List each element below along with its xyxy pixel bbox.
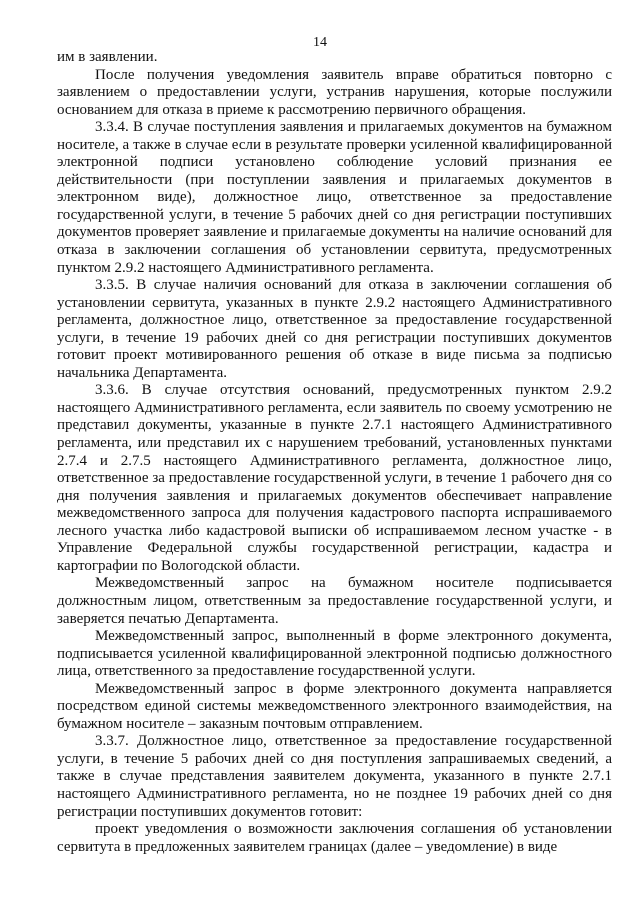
paragraph-resubmission: После получения уведомления заявитель вправе обратиться повторно с заявлением о предоставлении услуги, устранив нарушения, которые послужили основанием для отказа в приеме к рассмотрению первичного обращения. <box>57 66 612 118</box>
paragraph-paper-request: Межведомственный запрос на бумажном носителе подписывается должностным лицом, ответственным за предоставление государственной услуги, и заверяется печатью Департамента. <box>57 575 612 627</box>
page-number: 14 <box>313 35 327 50</box>
paragraph-3-3-4: 3.3.4. В случае поступления заявления и прилагаемых документов на бумажном носителе, а также в случае если в результате проверки усиленной квалифицированной электронной подписи установлено соблюдение условий признания ее действительности (при поступлении заявления и прилагаемых документов в электронном виде), должностное лицо, ответственное за предоставление государственной услуги, в течение 5 рабочих дней со дня регистрации поступивших документов проверяет заявление и прилагаемые документы на наличие оснований для отказа в заключении соглашения об установлении сервитута, предусмотренных пунктом 2.9.2 настоящего Административного регламента. <box>57 119 612 276</box>
paragraph-continuation: им в заявлении. <box>57 49 158 65</box>
paragraph-3-3-6: 3.3.6. В случае отсутствия оснований, предусмотренных пунктом 2.9.2 настоящего Административного регламента, если заявитель по своему усмотрению не представил документы, указанные в пункте 2.7.1 настоящего Административного регламента, или представил их с нарушением требований, установленных пунктами 2.7.4 и 2.7.5 настоящего Административного регламента, должностное лицо, ответственное за предоставление государственной услуги, в течение 1 рабочего дня со дня получения заявления и прилагаемых документов обеспечивает направление межведомственного запроса для получения кадастрового паспорта испрашиваемого лесного участка либо кадастровой выписки об испрашиваемом лесном участке - в Управление Федеральной службы государственной регистрации, кадастра и картографии по Вологодской области. <box>57 382 612 574</box>
paragraph-3-3-5: 3.3.5. В случае наличия оснований для отказа в заключении соглашения об установлении сервитута, указанных в пункте 2.9.2 настоящего Административного регламента, должностное лицо, ответственное за предоставление государственной услуги, в течение 19 рабочих дней со дня регистрации поступивших документов готовит проект мотивированного решения об отказе в виде письма за подписью начальника Департамента. <box>57 277 612 381</box>
document-body <box>57 49 612 856</box>
paragraph-3-3-7: 3.3.7. Должностное лицо, ответственное за предоставление государственной услуги, в течение 5 рабочих дней со дня поступления запрашиваемых сведений, а также в случае представления заявителем документа, указанного в пункте 2.7.1 настоящего Административного регламента, но не позднее 19 рабочих дней со дня регистрации поступивших документов готовит: <box>57 733 612 820</box>
paragraph-notification-draft: проект уведомления о возможности заключения соглашения об установлении сервитута в предложенных заявителем границах (далее – уведомление) в виде <box>57 821 612 855</box>
paragraph-electronic-request: Межведомственный запрос, выполненный в форме электронного документа, подписывается усиленной квалифицированной электронной подписью должностного лица, ответственного за предоставление государственной услуги. <box>57 628 612 680</box>
paragraph-request-delivery: Межведомственный запрос в форме электронного документа направляется посредством единой системы межведомственного электронного взаимодействия, на бумажном носителе – заказным почтовым отправлением. <box>57 680 612 732</box>
